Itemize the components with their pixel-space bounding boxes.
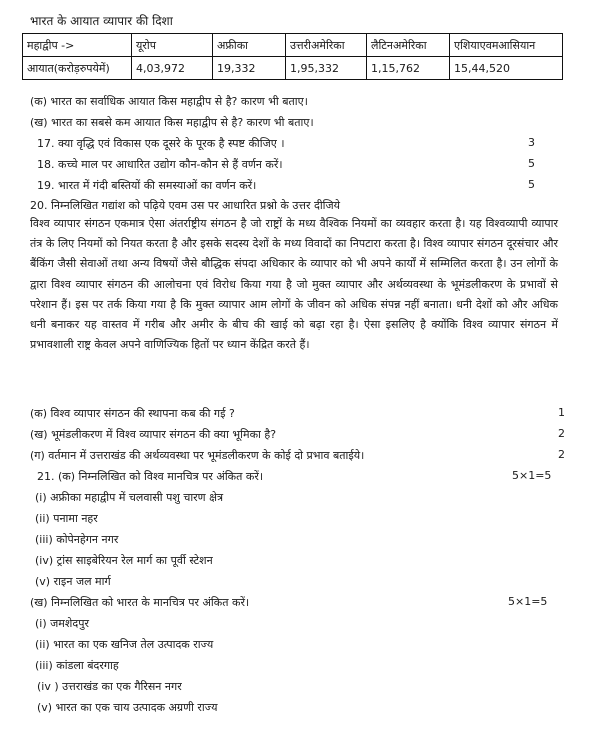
question-21-a: 21. (क) निम्नलिखित को विश्व मानचित्र पर अंकित करें। bbox=[37, 470, 264, 483]
passage-text: विश्व व्यापार संगठन एकमात्र ऐसा अंतर्राष्ट्रीय संगठन है जो राष्ट्रों के मध्य वैश्विक नियमों का व्यवहार करता है। यह विश्वव्यापी व्यापार तंत्र के लिए नियमों को नियत करता है और इसके सदस्य देशों के मध्य विवादों का निपटारा करता है। विश्व व्यापार संगठन दूरसंचार और बैंकिंग जैसी सेवाओं तथा अन्य विषयों जैसे बौद्धिक संपदा अधिकार के व्यापार को भी अपने कार्यों में सम्मिलित करता है। उन लोगों के द्वारा विश्व व्यापार संगठन की आलोचना एवं विरोध किया गया है जो मुक्त व्यापार और अर्थव्यवस्था के भूमंडलीकरण के प्रभावों से परेशान हैं। इस पर तर्क किया गया है कि मुक्त व्यापार आम लोगों के जीवन को अधिक संपन्न नहीं बनाता। धनी देशों को और अधिक धनी बनाकर यह वास्तव में गरीब और अमीर के बीच की खाई को बढ़ा रहा है। ऐसा इसलिए है क्योंकि विश्व व्यापार संगठन में प्रभावशाली राष्ट्र केवल अपने वाणिज्यिक हितों पर ध्यान केंद्रित करते हैं। bbox=[30, 217, 558, 352]
table-cell: 1,95,332 bbox=[286, 57, 367, 80]
list-item: (ii) भारत का एक खनिज तेल उत्पादक राज्य bbox=[35, 638, 214, 651]
table-cell: लैटिनअमेरिका bbox=[367, 34, 450, 57]
question-21-a-marks: 5×1=5 bbox=[512, 469, 552, 482]
table-cell: यूरोप bbox=[132, 34, 213, 57]
table-data-row bbox=[23, 57, 563, 80]
table-heading: भारत के आयात व्यापार की दिशा bbox=[30, 14, 173, 28]
question-21-b-marks: 5×1=5 bbox=[508, 595, 548, 608]
question-20: 20. निम्नलिखित गद्यांश को पढ़िये एवम उस पर आधारित प्रश्नो के उत्तर दीजिये bbox=[30, 199, 341, 212]
list-item: (iv) ट्रांस साइबेरियन रेल मार्ग का पूर्वी स्टेशन bbox=[35, 554, 213, 567]
list-item: (v) राइन जल मार्ग bbox=[35, 575, 111, 588]
table-cell: अफ्रीका bbox=[213, 34, 286, 57]
passage-question-b-marks: 2 bbox=[558, 427, 565, 440]
passage-question-a: (क) विश्व व्यापार संगठन की स्थापना कब की गई ? bbox=[30, 407, 235, 420]
import-direction-table bbox=[22, 33, 563, 80]
list-item: (iii) कांडला बंदरगाह bbox=[35, 659, 119, 672]
table-cell: 1,15,762 bbox=[367, 57, 450, 80]
table-cell: 19,332 bbox=[213, 57, 286, 80]
table-cell: 15,44,520 bbox=[450, 57, 563, 80]
question-a: (क) भारत का सर्वाधिक आयात किस महाद्वीप से है? कारण भी बताए। bbox=[30, 95, 308, 108]
question-17-marks: 3 bbox=[528, 136, 535, 149]
table-header-row bbox=[23, 34, 563, 57]
question-17: 17. क्या वृद्धि एवं विकास एक दूसरे के पूरक है स्पष्ट कीजिए । bbox=[37, 137, 285, 150]
question-18: 18. कच्चे माल पर आधारित उद्योग कौन-कौन से हैं वर्णन करें। bbox=[37, 158, 283, 171]
list-item: (i) जमशेदपुर bbox=[35, 617, 89, 630]
table-cell: आयात(करोड़रुपयेमें) bbox=[23, 57, 132, 80]
list-item: (iv ) उत्तराखंड का एक गैरिसन नगर bbox=[37, 680, 182, 693]
table-cell: महाद्वीप -> bbox=[23, 34, 132, 57]
list-item: (i) अफ्रीका महाद्वीप में चलवासी पशु चारण क्षेत्र bbox=[35, 491, 224, 504]
table-cell: उत्तरीअमेरिका bbox=[286, 34, 367, 57]
question-19: 19. भारत में गंदी बस्तियों की समस्याओं का वर्णन करें। bbox=[37, 179, 257, 192]
list-item: (iii) कोपेनहेगन नगर bbox=[35, 533, 119, 546]
passage-question-c: (ग) वर्तमान में उत्तराखंड की अर्थव्यवस्था पर भूमंडलीकरण के कोई दो प्रभाव बताईये। bbox=[30, 449, 365, 462]
passage-question-b: (ख) भूमंडलीकरण में विश्व व्यापार संगठन की क्या भूमिका है? bbox=[30, 428, 277, 441]
table-cell: 4,03,972 bbox=[132, 57, 213, 80]
question-21-b: (ख) निम्नलिखित को भारत के मानचित्र पर अंकित करें। bbox=[30, 596, 250, 609]
question-b: (ख) भारत का सबसे कम आयात किस महाद्वीप से है? कारण भी बताए। bbox=[30, 116, 314, 129]
passage-question-a-marks: 1 bbox=[558, 406, 565, 419]
passage-question-c-marks: 2 bbox=[558, 448, 565, 461]
list-item: (ii) पनामा नहर bbox=[35, 512, 98, 525]
table-cell: एशियाएवमआसियान bbox=[450, 34, 563, 57]
list-item: (v) भारत का एक चाय उत्पादक अग्रणी राज्य bbox=[37, 701, 218, 714]
question-18-marks: 5 bbox=[528, 157, 535, 170]
question-19-marks: 5 bbox=[528, 178, 535, 191]
